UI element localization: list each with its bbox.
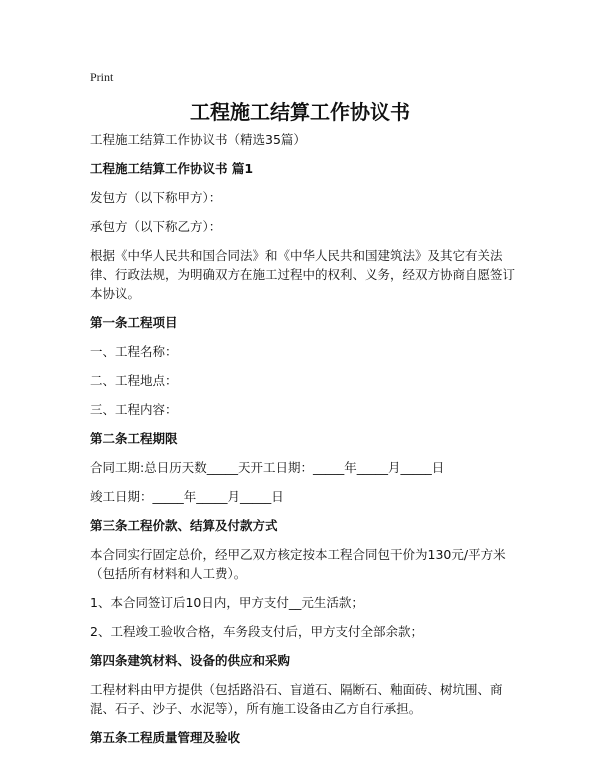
document-title: 工程施工结算工作协议书 — [190, 100, 410, 124]
paragraph: 承包方（以下称乙方）： — [90, 219, 222, 234]
paragraph: 本合同实行固定总价，经甲乙双方核定按本工程合同包干价为130元/平方米（包括所有材料和人工费）。 — [90, 547, 506, 581]
document-sections — [90, 159, 520, 747]
print-link[interactable]: Print — [90, 70, 114, 84]
section-heading: 第三条工程价款、结算及付款方式 — [90, 518, 278, 533]
paragraph: 三、工程内容： — [90, 402, 178, 417]
paragraph: 2、工程竣工验收合格，车务段支付后，甲方支付全部余款； — [90, 624, 423, 639]
paragraph: 工程材料由甲方提供（包括路沿石、盲道石、隔断石、釉面砖、树坑围、商混、石子、沙子、水泥等），所有施工设备由乙方自行承担。 — [90, 682, 503, 716]
section-heading: 工程施工结算工作协议书 篇1 — [90, 161, 254, 176]
section-heading: 第二条工程期限 — [90, 431, 178, 446]
paragraph: 根据《中华人民共和国合同法》和《中华人民共和国建筑法》及其它有关法律、行政法规，为明确双方在施工过程中的权利、义务，经双方协商自愿签订本协议。 — [90, 248, 516, 301]
paragraph: 二、工程地点： — [90, 373, 178, 388]
paragraph: 一、工程名称： — [90, 344, 178, 359]
paragraph: 发包方（以下称甲方）： — [90, 190, 222, 205]
document-subtitle: 工程施工结算工作协议书（精选35篇） — [90, 132, 306, 147]
section-heading: 第五条工程质量管理及验收 — [90, 730, 241, 745]
document-body — [90, 130, 520, 757]
paragraph: 合同工期:总日历天数_____天开工日期：_____年_____月_____日 — [90, 460, 445, 475]
section-heading: 第一条工程项目 — [90, 315, 178, 330]
paragraph: 1、本合同签订后10日内，甲方支付__元生活款； — [90, 595, 364, 610]
paragraph: 竣工日期：_____年_____月_____日 — [90, 489, 284, 504]
section-heading: 第四条建筑材料、设备的供应和采购 — [90, 653, 291, 668]
